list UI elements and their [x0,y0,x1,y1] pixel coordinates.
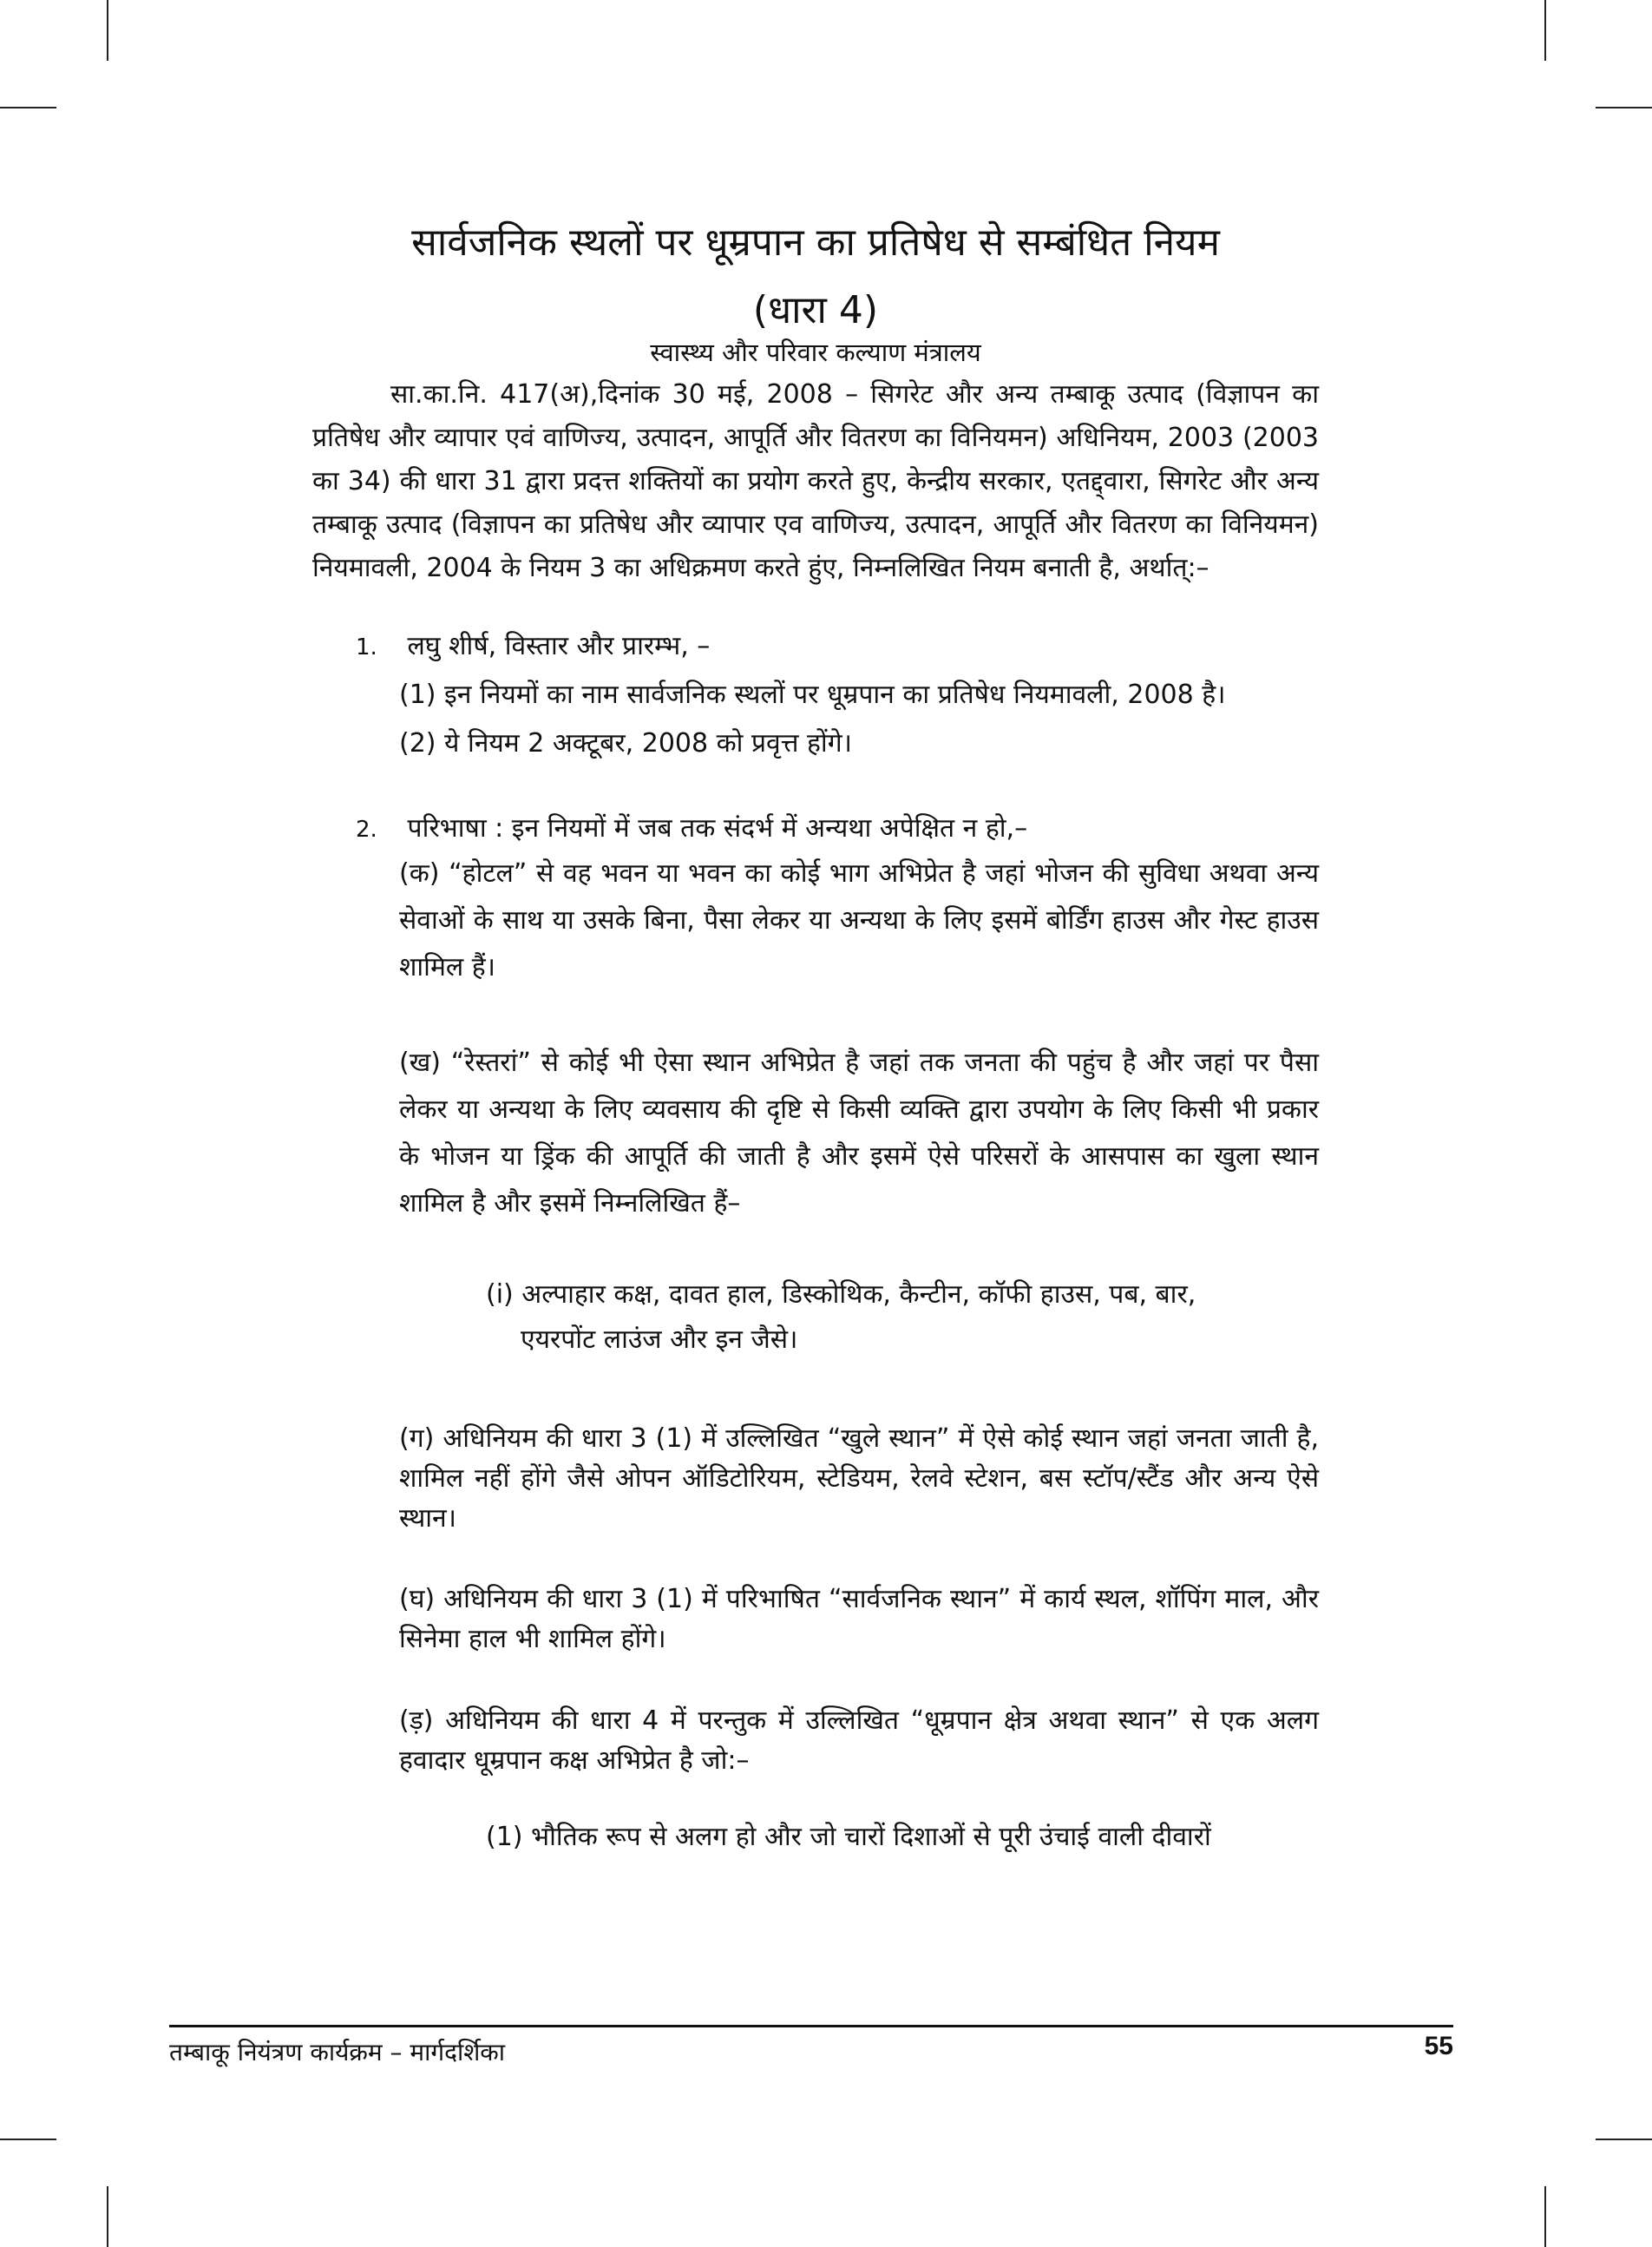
definition-gha: (घ) अधिनियम की धारा 3 (1) में परिभाषित “सार्वजनिक स्थान” में कार्य स्थल, शॉपिंग माल, और सिनेमा हाल भी शामिल होंगे। [399,1584,1319,1654]
section-heading-text: लघु शीर्ष, विस्तार और प्रारम्भ, – [407,631,711,661]
definition-kha: (ख) “रेस्तरां” से कोई भी ऐसा स्थान अभिप्रेत है जहां तक जनता की पहुंच है और जहां पर पैसा लेकर या अन्यथा के लिए व्यवसाय की दृष्टि से किसी व्यक्ति द्वारा उपयोग के लिए किसी भी प्रकार के भोजन या ड्रिंक की आपूर्ति की जाती है और इसमें ऐसे परिसरों के आसपास का खुला स्थान शामिल है और इसमें निम्नलिखित हैं– [399,1048,1319,1219]
crop-mark [0,2139,56,2140]
definition-kha-item-i-cont: एयरपोंट लाउंज और इन जैसे। [521,1324,798,1355]
section-number: 1. [356,634,377,660]
definition-nga-item-1: (1) भौतिक रूप से अलग हो और जो चारों दिशाओं से पूरी उंचाई वाली दीवारों [486,1822,1211,1852]
section-number: 2. [356,817,377,843]
crop-mark [1544,0,1546,61]
crop-mark [107,2186,108,2247]
ministry-name: स्वास्थ्य और परिवार कल्याण मंत्रालय [650,338,981,367]
definition-kha-item-i: (i) अल्पाहार कक्ष, दावत हाल, डिस्कोथिक, कैन्टीन, कॉफी हाउस, पब, बार, [486,1279,1196,1310]
intro-paragraph: सा.का.नि. 417(अ),दिनांक 30 मई, 2008 – सिगरेट और अन्य तम्बाकू उत्पाद (विज्ञापन का प्रतिषेध और व्यापार एवं वाणिज्य, उत्पादन, आपूर्ति और वितरण का विनियमन) अधिनियम, 2003 (2003 का 34) की धारा 31 द्वारा प्रदत्त शक्तियों का प्रयोग करते हुए, केन्द्रीय सरकार, एतद्द्वारा, सिगरेट और अन्य तम्बाकू उत्पाद (विज्ञापन का प्रतिषेध और व्यापार एव वाणिज्य, उत्पादन, आपूर्ति और वितरण का विनियमन) नियमावली, 2004 के नियम 3 का अधिक्रमण करते हुंए, निम्नलिखित नियम बनाती है, अर्थात्:– [312,379,1319,583]
crop-mark [0,107,56,108]
definition-nga: (ड़) अधिनियम की धारा 4 में परन्तुक में उल्लिखित “धूम्रपान क्षेत्र अथवा स्थान” से एक अलग हवादार धूम्रपान कक्ष अभिप्रेत है जो:– [399,1705,1319,1776]
crop-mark [1596,2139,1652,2140]
crop-mark [107,0,108,61]
crop-mark [1544,2186,1546,2247]
footer-rule [169,2025,1453,2027]
section-1-item-2: (2) ये नियम 2 अक्टूबर, 2008 को प्रवृत्त होंगे। [399,728,852,759]
section-1-item-1: (1) इन नियमों का नाम सार्वजनिक स्थलों पर धूम्रपान का प्रतिषेध नियमावली, 2008 है। [399,680,1226,710]
document-title: सार्वजनिक स्थलों पर धूम्रपान का प्रतिषेध से सम्बंधित नियम [411,220,1220,265]
section-1-heading [356,629,710,665]
document-subtitle: (धारा 4) [752,288,879,332]
section-2-heading [356,811,1027,847]
section-heading-text: परिभाषा : इन नियमों में जब तक संदर्भ में अन्यथा अपेक्षित न हो,– [407,813,1028,844]
definition-ga: (ग) अधिनियम की धारा 3 (1) में उल्लिखित “खुले स्थान” में ऐसे कोई स्थान जहां जनता जाती है, शामिल नहीं होंगे जैसे ओपन ऑडिटोरियम, स्टेडियम, रेलवे स्टेशन, बस स्टॉप/स्टैंड और अन्य ऐसे स्थान। [399,1423,1319,1534]
page-number: 55 [1424,2032,1453,2060]
definition-ka: (क) “होटल” से वह भवन या भवन का कोई भाग अभिप्रेत है जहां भोजन की सुविधा अथवा अन्य सेवाओं के साथ या उसके बिना, पैसा लेकर या अन्यथा के लिए इसमें बोर्डिंग हाउस और गेस्ट हाउस शामिल हैं। [399,858,1319,982]
crop-mark [1596,107,1652,108]
footer-title: तम्बाकू नियंत्रण कार्यक्रम – मार्गदर्शिका [169,2038,506,2066]
